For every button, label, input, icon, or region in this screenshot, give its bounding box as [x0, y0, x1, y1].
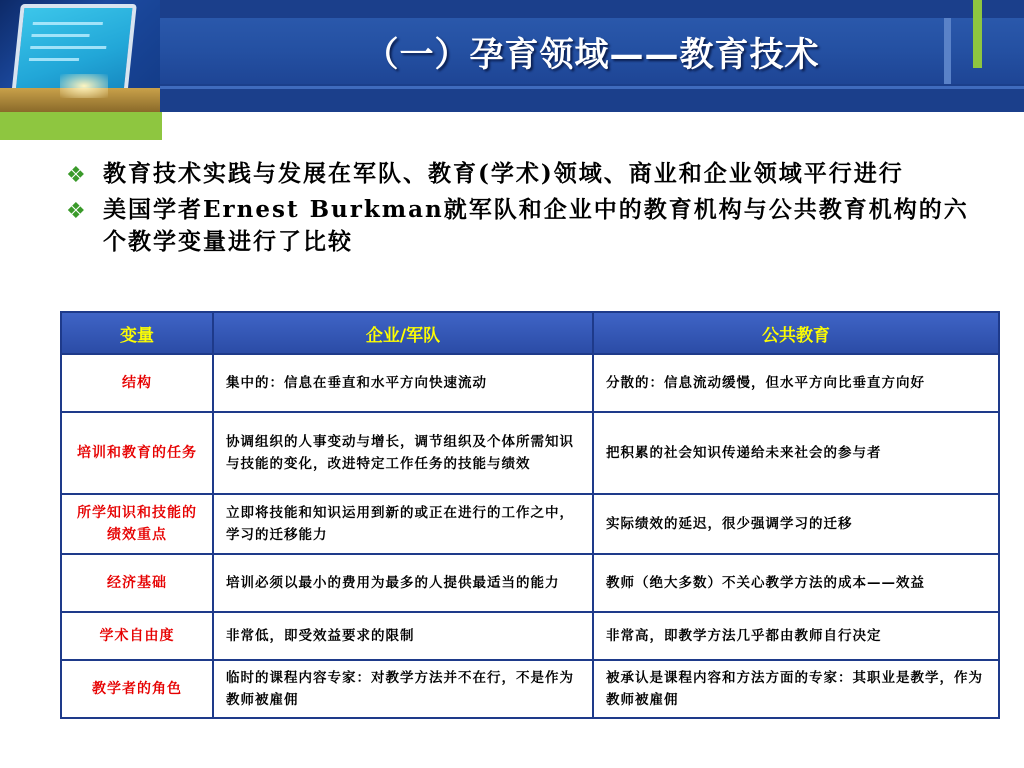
enterprise-cell: 临时的课程内容专家：对教学方法并不在行，不是作为教师被雇佣 [213, 660, 593, 718]
table-row [61, 354, 999, 412]
variable-cell: 学术自由度 [61, 612, 213, 660]
public-education-cell: 非常高，即教学方法几乎都由教师自行决定 [593, 612, 999, 660]
variable-cell: 教学者的角色 [61, 660, 213, 718]
column-header-variable: 变量 [61, 312, 213, 354]
enterprise-cell: 协调组织的人事变动与增长，调节组织及个体所需知识与技能的变化，改进特定工作任务的技能与绩效 [213, 412, 593, 494]
comparison-table-container [60, 311, 998, 719]
table-row [61, 412, 999, 494]
green-accent-bar [0, 112, 162, 140]
slide-header [0, 0, 1024, 112]
table-row [61, 612, 999, 660]
public-education-cell: 被承认是课程内容和方法方面的专家：其职业是教学，作为教师被雇佣 [593, 660, 999, 718]
bullet-item [60, 158, 970, 190]
header-divider [160, 86, 1024, 89]
light-glow [60, 74, 108, 98]
column-header-enterprise: 企业/军队 [213, 312, 593, 354]
table-row [61, 554, 999, 612]
table-header-row [61, 312, 999, 354]
comparison-table [60, 311, 1000, 719]
public-education-cell: 实际绩效的延迟，很少强调学习的迁移 [593, 494, 999, 554]
enterprise-cell: 集中的：信息在垂直和水平方向快速流动 [213, 354, 593, 412]
variable-cell: 结构 [61, 354, 213, 412]
table-row [61, 494, 999, 554]
table-row [61, 660, 999, 718]
bullet-text: 美国学者Ernest Burkman就军队和企业中的教育机构与公共教育机构的六个教学变量进行了比较 [103, 196, 969, 255]
slide-title: （一）孕育领域——教育技术 [364, 34, 820, 75]
variable-cell: 所学知识和技能的绩效重点 [61, 494, 213, 554]
computer-photo-image [0, 0, 160, 112]
public-education-cell: 把积累的社会知识传递给未来社会的参与者 [593, 412, 999, 494]
public-education-cell: 分散的：信息流动缓慢，但水平方向比垂直方向好 [593, 354, 999, 412]
enterprise-cell: 非常低，即受效益要求的限制 [213, 612, 593, 660]
variable-cell: 经济基础 [61, 554, 213, 612]
column-header-public-education: 公共教育 [593, 312, 999, 354]
enterprise-cell: 立即将技能和知识运用到新的或正在进行的工作之中，学习的迁移能力 [213, 494, 593, 554]
enterprise-cell: 培训必须以最小的费用为最多的人提供最适当的能力 [213, 554, 593, 612]
public-education-cell: 教师（绝大多数）不关心教学方法的成本——效益 [593, 554, 999, 612]
diamond-bullet-icon: ❖ [66, 163, 86, 188]
bullet-item [60, 194, 970, 258]
variable-cell: 培训和教育的任务 [61, 412, 213, 494]
bullet-text: 教育技术实践与发展在军队、教育(学术)领域、商业和企业领域平行进行 [103, 160, 904, 187]
bullet-list [60, 158, 970, 262]
diamond-bullet-icon: ❖ [66, 199, 86, 224]
